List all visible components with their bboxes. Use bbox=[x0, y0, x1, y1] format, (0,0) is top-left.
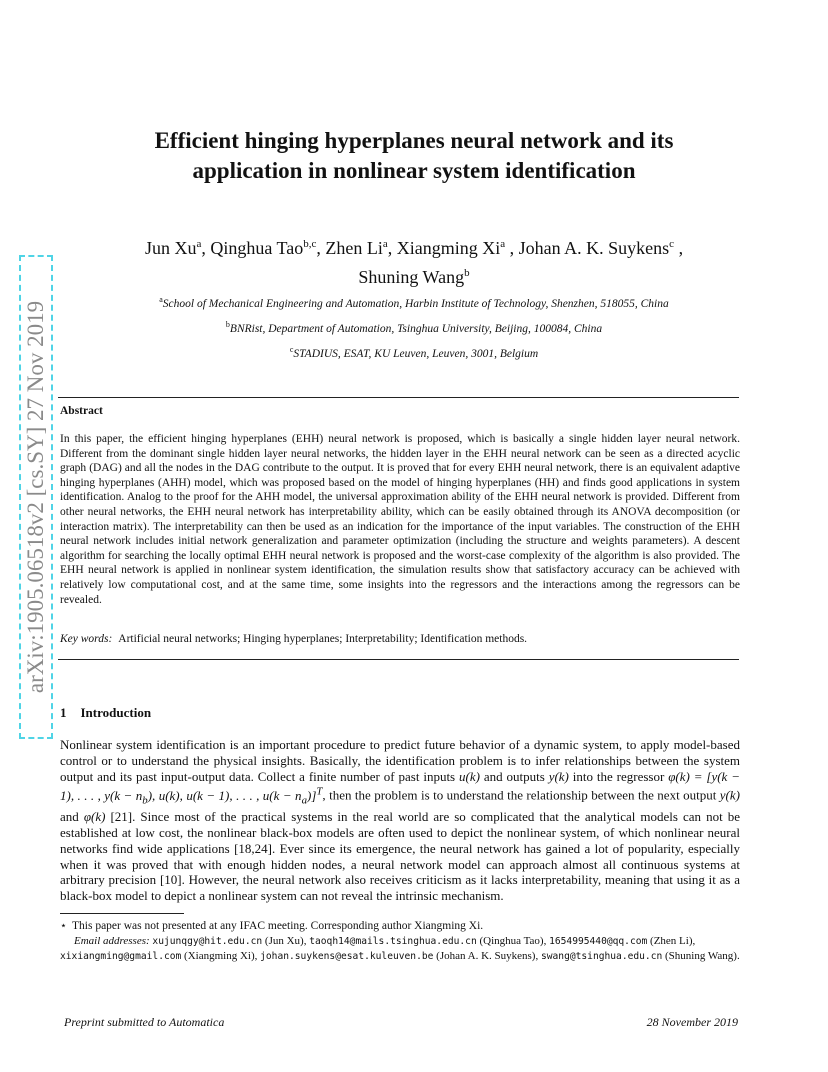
keywords-label: Key words: bbox=[60, 633, 113, 645]
intro-text: and bbox=[60, 809, 84, 825]
keywords bbox=[60, 633, 740, 645]
affiliation-c bbox=[60, 345, 768, 360]
author-name: Jun Xu bbox=[144, 238, 197, 258]
section-number: 1 bbox=[60, 705, 67, 720]
divider-top bbox=[58, 397, 739, 398]
affiliation-mark: a bbox=[159, 295, 163, 304]
math-y-k: y(k) bbox=[719, 787, 740, 803]
footnote-text: This paper was not presented at any IFAC meeting. Corresponding author Xiangming Xi. bbox=[72, 920, 484, 932]
abstract-heading: Abstract bbox=[60, 405, 103, 417]
intro-text: [21]. Since most of the practical systems in the real world are so complicated that the analytical models can not be established at low cost, the nonlinear black-box models are often used to depict the nonlinear system, of which nonlinear neural networks find wide applications [18,24]. Ever since its emergence, the neural network has gained a lot of popularity, especially when it was proved that with enough hidden nodes, a neural network model can approach almost all continuous systems at arbitrary precision [10]. However, the neural network also receives criticism as it lacks interpretability, meaning that using it as a black-box model to depict a nonlinear system can not reveal the intrinsic mechanism. bbox=[60, 809, 740, 904]
author-mark: a bbox=[382, 238, 388, 250]
email-link[interactable]: 1654995440@qq.com bbox=[549, 936, 648, 947]
arxiv-identifier[interactable]: arXiv:1905.06518v2 [cs.SY] 27 Nov 2019 bbox=[22, 258, 50, 736]
intro-text: into the regressor bbox=[568, 768, 669, 784]
affiliation-text: STADIUS, ESAT, KU Leuven, Leuven, 3001, Belgium bbox=[293, 347, 539, 360]
author-name: Shuning Wang bbox=[358, 267, 465, 287]
author-mark: c bbox=[669, 238, 675, 250]
divider-bottom bbox=[58, 659, 739, 660]
author-mark: a bbox=[500, 238, 506, 250]
email-owner: (Shuning Wang). bbox=[662, 950, 740, 962]
intro-text: , then the problem is to understand the relationship between the next output bbox=[322, 787, 720, 803]
section-title: Introduction bbox=[80, 705, 152, 720]
email-link[interactable]: swang@tsinghua.edu.cn bbox=[540, 951, 663, 962]
footnote-star: ⋆ bbox=[60, 920, 67, 932]
math-sup: T bbox=[316, 785, 323, 798]
author-mark: b bbox=[464, 267, 470, 279]
title-line-2: application in nonlinear system identification bbox=[192, 158, 636, 183]
email-label: Email addresses: bbox=[74, 935, 150, 947]
abstract-body: In this paper, the efficient hinging hyperplanes (EHH) neural network is proposed, which is basically a single hidden layer neural network. Different from the dominant single hidden layer neural networks, the hidden layer in the EHH neural network can be seen as a directed acyclic graph (DAG) and all the nodes in the DAG contribute to the output. It is proved that for every EHH neural network, there is an equivalent adaptive hinging hyperplanes (AHH) model, which was proposed based on the model of hinging hyperplanes (HH) and finds good applications in system identification. Analog to the proof for the AHH model, the universal approximation ability of the EHH neural network is provided. Different from other neural networks, the EHH neural network has interpretability ability, which can be easily obtained through its ANOVA decomposition (or interaction matrix). The interpretability can then be used as an indication for the importance of the input variables. The construction of the EHH neural network includes initial network generalization and parameter optimization (including the structure and weights parameters). A descent algorithm for searching the locally optimal EHH neural network is proposed and the worst-case complexity of the algorithm is also provided. The EHH neural network is applied in nonlinear system identification, the simulation results show that satisfactory accuracy can be achieved with relatively low computational cost, and at the same time, some insights into the regressors and the interactions among the regressors can be revealed. bbox=[60, 433, 740, 606]
email-link[interactable]: taoqh14@mails.tsinghua.edu.cn bbox=[309, 936, 477, 947]
math-phi-k: φ(k) bbox=[83, 809, 106, 825]
math-part: ), u(k), u(k − 1), . . . , u(k − n bbox=[147, 787, 302, 803]
footnote-1 bbox=[60, 919, 750, 932]
author-list bbox=[60, 232, 768, 290]
paper-title bbox=[60, 126, 768, 186]
math-y-k: y(k) bbox=[548, 768, 569, 784]
email-owner: (Qinghua Tao), bbox=[476, 935, 550, 947]
email-owner: (Johan A. K. Suykens), bbox=[433, 950, 541, 962]
author-mark: a bbox=[196, 238, 202, 250]
arxiv-side-stamp bbox=[22, 258, 50, 736]
author-name: , Zhen Li bbox=[316, 238, 383, 258]
title-line-1: Efficient hinging hyperplanes neural network and its bbox=[154, 128, 674, 153]
math-sub: a bbox=[301, 794, 307, 807]
affiliation-text: School of Mechanical Engineering and Automation, Harbin Institute of Technology, Shenzhen, 518055, China bbox=[162, 297, 669, 310]
section-heading bbox=[60, 705, 151, 721]
math-part: )] bbox=[306, 787, 317, 803]
author-name: , Qinghua Tao bbox=[201, 238, 304, 258]
math-sub: b bbox=[142, 794, 148, 807]
email-owner: (Xiangming Xi), bbox=[181, 950, 261, 962]
email-owner: (Jun Xu), bbox=[262, 935, 310, 947]
intro-text: and outputs bbox=[479, 768, 549, 784]
affiliation-a bbox=[60, 295, 768, 310]
author-name: , Johan A. K. Suykens bbox=[505, 238, 670, 258]
introduction-paragraph bbox=[60, 737, 740, 904]
authors-line-2 bbox=[60, 261, 768, 290]
affiliation-mark: c bbox=[289, 345, 294, 354]
email-owner: (Zhen Li), bbox=[647, 935, 696, 947]
footer-preprint: Preprint submitted to Automatica bbox=[64, 1015, 225, 1029]
email-link[interactable]: johan.suykens@esat.kuleuven.be bbox=[260, 951, 434, 962]
math-part: φ(k) = [y(k − 1), . . . , y(k − n bbox=[60, 768, 740, 803]
email-link[interactable]: xujunqgy@hit.edu.cn bbox=[152, 936, 263, 947]
authors-line-1 bbox=[60, 232, 768, 261]
author-mark: b,c bbox=[303, 238, 317, 250]
author-separator: , bbox=[674, 238, 684, 258]
footnote-emails bbox=[60, 934, 740, 964]
affiliation-text: BNRist, Department of Automation, Tsinghua University, Beijing, 100084, China bbox=[229, 322, 603, 335]
footer-date: 28 November 2019 bbox=[646, 1015, 738, 1029]
footnote-rule bbox=[60, 913, 184, 914]
keywords-text: Artificial neural networks; Hinging hyperplanes; Interpretability; Identification methods. bbox=[118, 633, 528, 645]
intro-text: Nonlinear system identification is an important procedure to predict future behavior of a dynamic system, to apply model-based control or to understand the physical insights. Basically, the identification problem is to infer relationships between the system output and its past input-output data. Collect a finite number of past inputs bbox=[60, 737, 740, 784]
email-link[interactable]: xixiangming@gmail.com bbox=[60, 951, 182, 962]
affiliation-b bbox=[60, 320, 768, 335]
author-name: , Xiangming Xi bbox=[387, 238, 501, 258]
affiliation-mark: b bbox=[225, 320, 230, 329]
math-u-k: u(k) bbox=[459, 768, 480, 784]
